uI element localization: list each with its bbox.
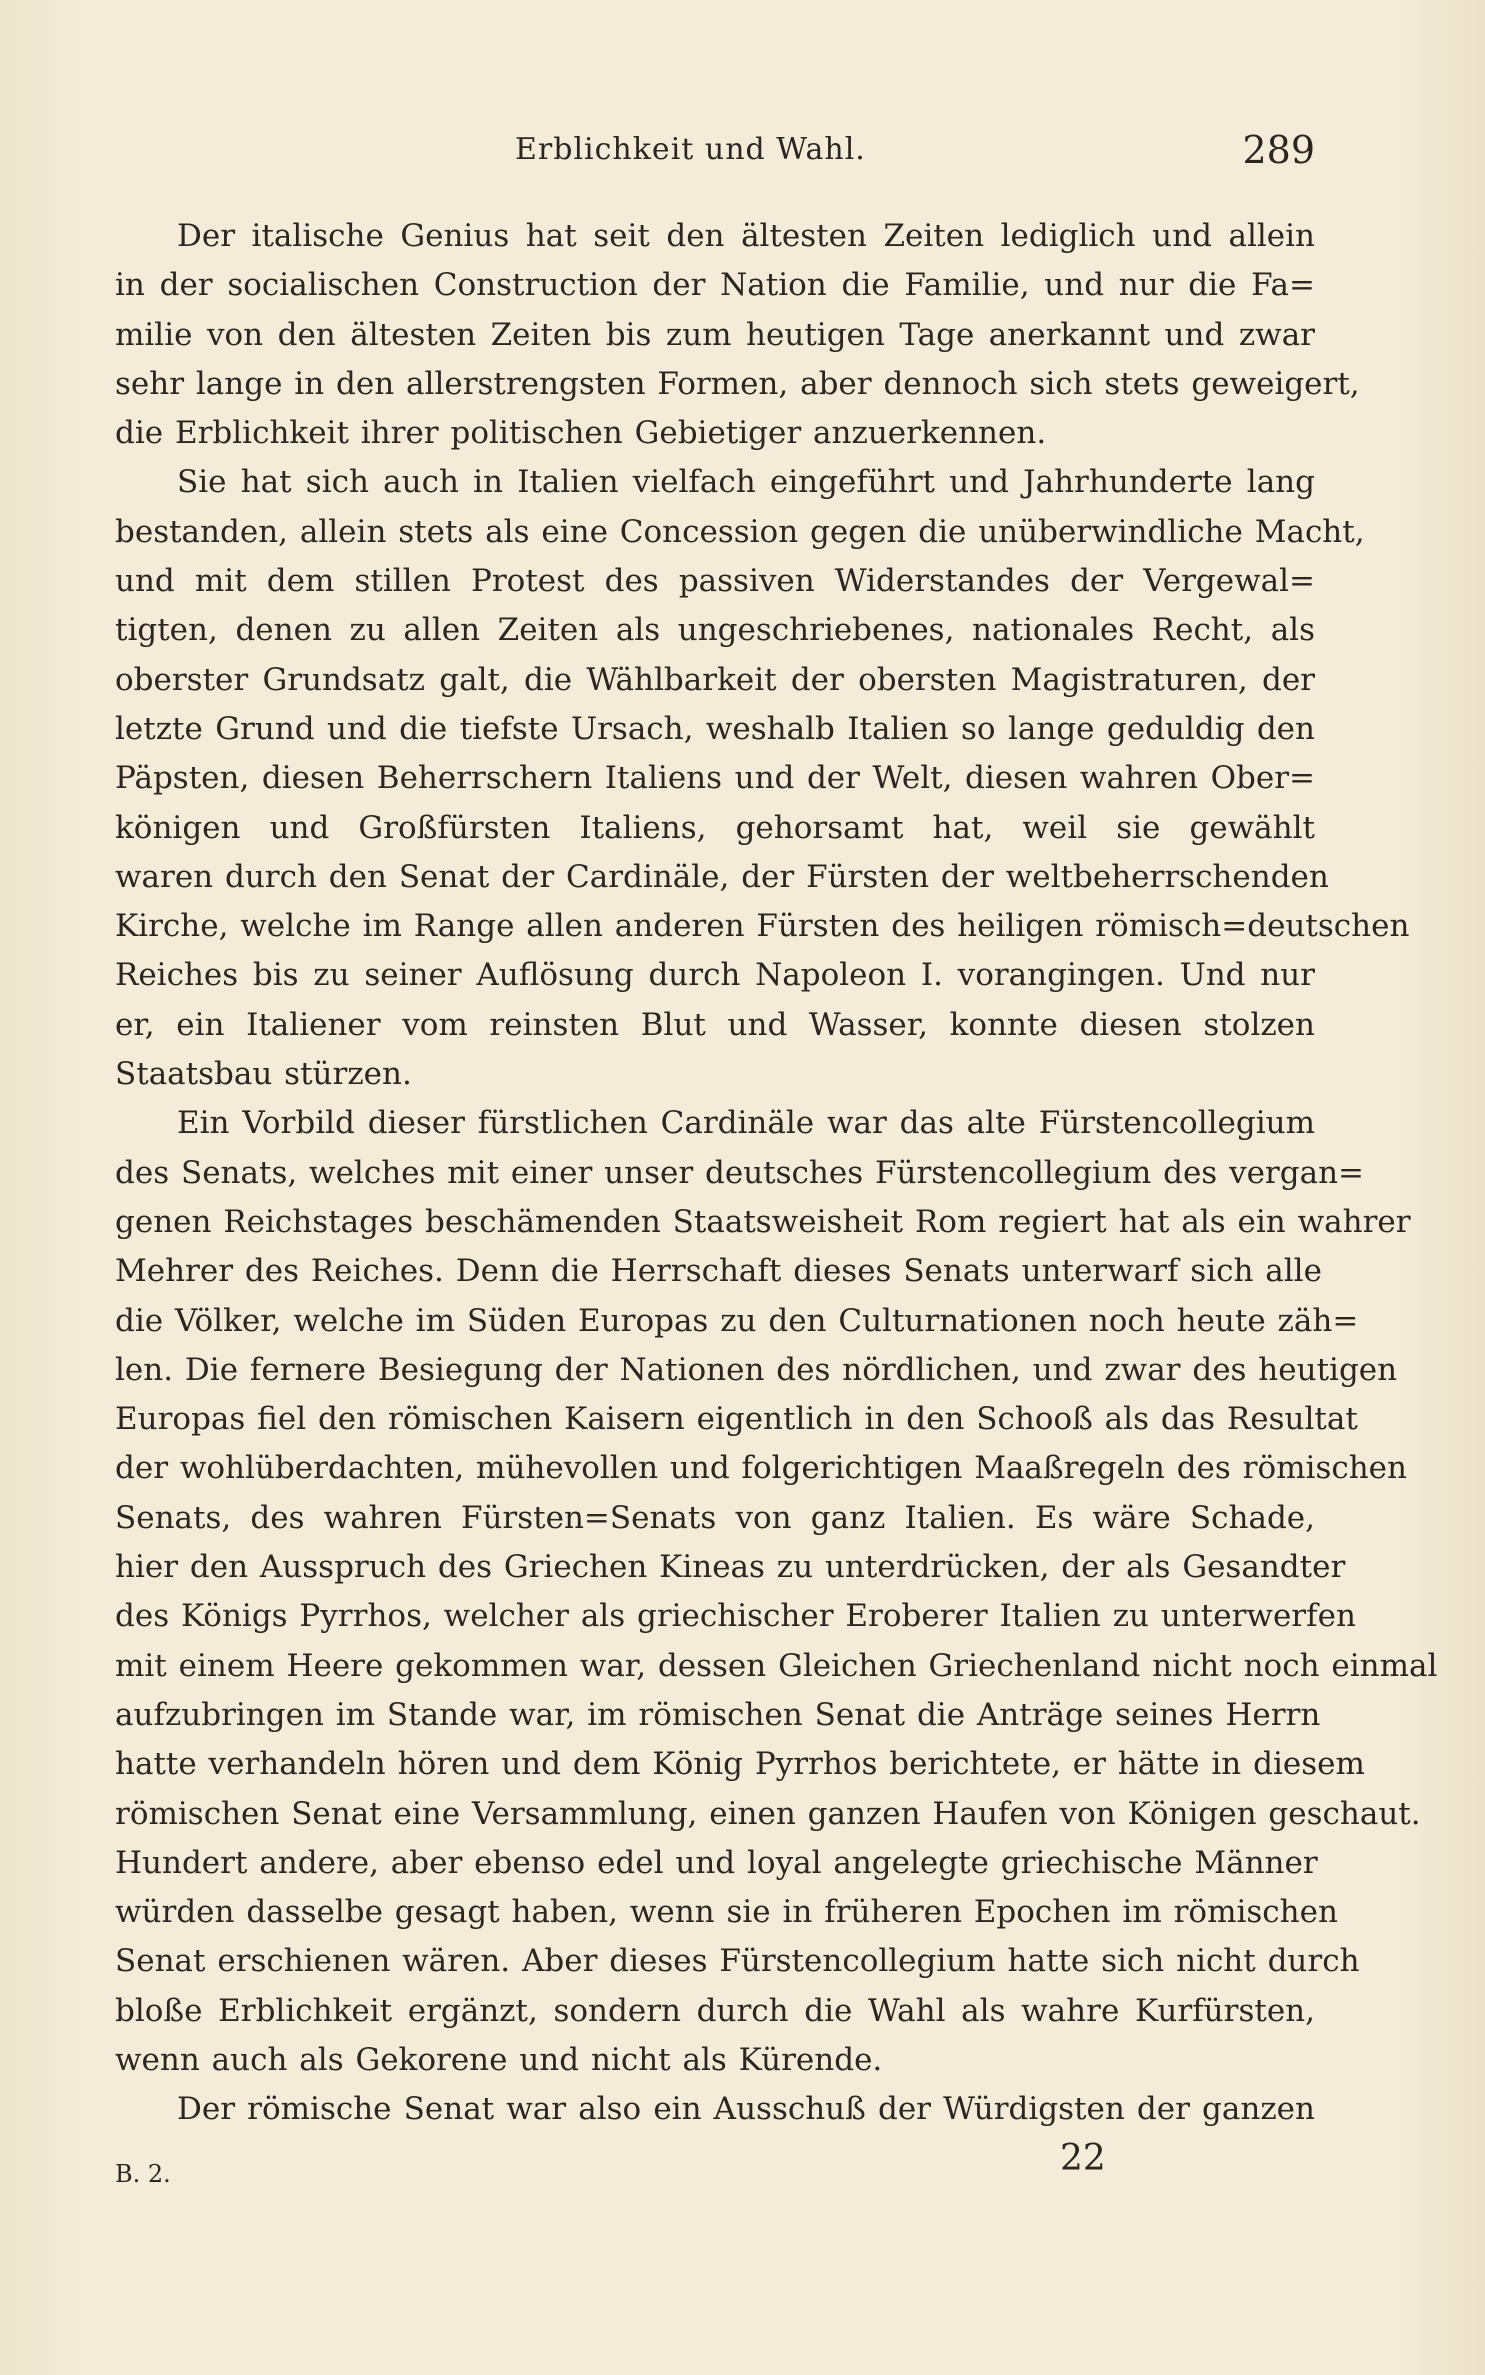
text-line: Europas fiel den römischen Kaisern eigentlich in den Schooß als das Resultat <box>115 1401 1358 1438</box>
paragraph-4 <box>115 2085 1315 2134</box>
text-line: Päpsten, diesen Beherrschern Italiens und der Welt, diesen wahren Ober= <box>115 760 1315 797</box>
text-line: des Senats, welches mit einer unser deutsches Fürstencollegium des vergan= <box>115 1154 1365 1191</box>
signature-mark: B. 2. <box>115 2160 171 2188</box>
text-line: Kirche, welche im Range allen anderen Fürsten des heiligen römisch=deutschen <box>115 908 1410 945</box>
text-line: wenn auch als Gekorene und nicht als Kürende. <box>115 2041 883 2078</box>
text-line: sehr lange in den allerstrengsten Formen, aber dennoch sich stets geweigert, <box>115 365 1360 402</box>
page-footer <box>115 2138 1315 2198</box>
body-text <box>115 212 1438 2135</box>
text-line: Der italische Genius hat seit den ältesten Zeiten lediglich und allein <box>177 218 1315 254</box>
text-line: Reiches bis zu seiner Auflösung durch Napoleon I. vorangingen. Und nur <box>115 957 1315 994</box>
text-line: die Völker, welche im Süden Europas zu den Culturnationen noch heute zäh= <box>115 1302 1359 1339</box>
text-line: Senats, des wahren Fürsten=Senats von ganz Italien. Es wäre Schade, <box>115 1499 1315 1536</box>
text-line: die Erblichkeit ihrer politischen Gebietiger anzuerkennen. <box>115 415 1047 452</box>
text-line: letzte Grund und die tiefste Ursach, weshalb Italien so lange geduldig den <box>115 710 1315 747</box>
text-line: Der römische Senat war also ein Ausschuß der Würdigsten der ganzen <box>177 2091 1315 2128</box>
running-head: Erblichkeit und Wahl. <box>515 132 866 167</box>
paragraph-3 <box>115 1099 1438 2085</box>
paragraph-2 <box>115 458 1410 1099</box>
text-line: er, ein Italiener vom reinsten Blut und Wasser, konnte diesen stolzen <box>115 1006 1315 1043</box>
text-line: milie von den ältesten Zeiten bis zum heutigen Tage anerkannt und zwar <box>115 316 1315 353</box>
text-line: len. Die fernere Besiegung der Nationen des nördlichen, und zwar des heutigen <box>115 1351 1398 1388</box>
text-line: des Königs Pyrrhos, welcher als griechischer Eroberer Italien zu unterwerfen <box>115 1598 1356 1635</box>
text-line: hier den Ausspruch des Griechen Kineas zu unterdrücken, der als Gesandter <box>115 1549 1346 1586</box>
text-line: römischen Senat eine Versammlung, einen ganzen Haufen von Königen geschaut. <box>115 1795 1421 1832</box>
text-line: aufzubringen im Stande war, im römischen Senat die Anträge seines Herrn <box>115 1696 1321 1733</box>
text-line: Mehrer des Reiches. Denn die Herrschaft dieses Senats unterwarf sich alle <box>115 1253 1322 1290</box>
text-line: in der socialischen Construction der Nation die Familie, und nur die Fa= <box>115 267 1315 304</box>
text-line: genen Reichstages beschämenden Staatsweisheit Rom regiert hat als ein wahrer <box>115 1203 1411 1240</box>
page-header <box>115 126 1315 182</box>
page-number: 289 <box>1242 128 1315 172</box>
text-line: hatte verhandeln hören und dem König Pyrrhos berichtete, er hätte in diesem <box>115 1746 1365 1783</box>
text-line: oberster Grundsatz galt, die Wählbarkeit der obersten Magistraturen, der <box>115 661 1315 698</box>
sheet-number: 22 <box>1060 2138 1106 2179</box>
text-line: Senat erschienen wären. Aber dieses Fürstencollegium hatte sich nicht durch <box>115 1943 1360 1980</box>
text-line: Ein Vorbild dieser fürstlichen Cardinäle war das alte Fürstencollegium <box>177 1105 1315 1142</box>
text-line: mit einem Heere gekommen war, dessen Gleichen Griechenland nicht noch einmal <box>115 1647 1438 1684</box>
text-line: der wohlüberdachten, mühevollen und folgerichtigen Maaßregeln des römischen <box>115 1450 1407 1487</box>
text-line: würden dasselbe gesagt haben, wenn sie in früheren Epochen im römischen <box>115 1894 1338 1931</box>
text-line: königen und Großfürsten Italiens, gehorsamt hat, weil sie gewählt <box>115 809 1315 846</box>
text-line: tigten, denen zu allen Zeiten als ungeschriebenes, nationales Recht, als <box>115 612 1315 649</box>
text-line: waren durch den Senat der Cardinäle, der Fürsten der weltbeherrschenden <box>115 858 1329 895</box>
paragraph-1 <box>115 212 1360 458</box>
text-line: Hundert andere, aber ebenso edel und loyal angelegte griechische Männer <box>115 1844 1318 1881</box>
text-line: Staatsbau stürzen. <box>115 1056 412 1093</box>
text-line: bestanden, allein stets als eine Concession gegen die unüberwindliche Macht, <box>115 513 1365 550</box>
text-line: bloße Erblichkeit ergänzt, sondern durch die Wahl als wahre Kurfürsten, <box>115 1992 1315 2029</box>
text-line: und mit dem stillen Protest des passiven Widerstandes der Vergewal= <box>115 563 1315 600</box>
text-line: Sie hat sich auch in Italien vielfach eingeführt und Jahrhunderte lang <box>177 464 1315 501</box>
